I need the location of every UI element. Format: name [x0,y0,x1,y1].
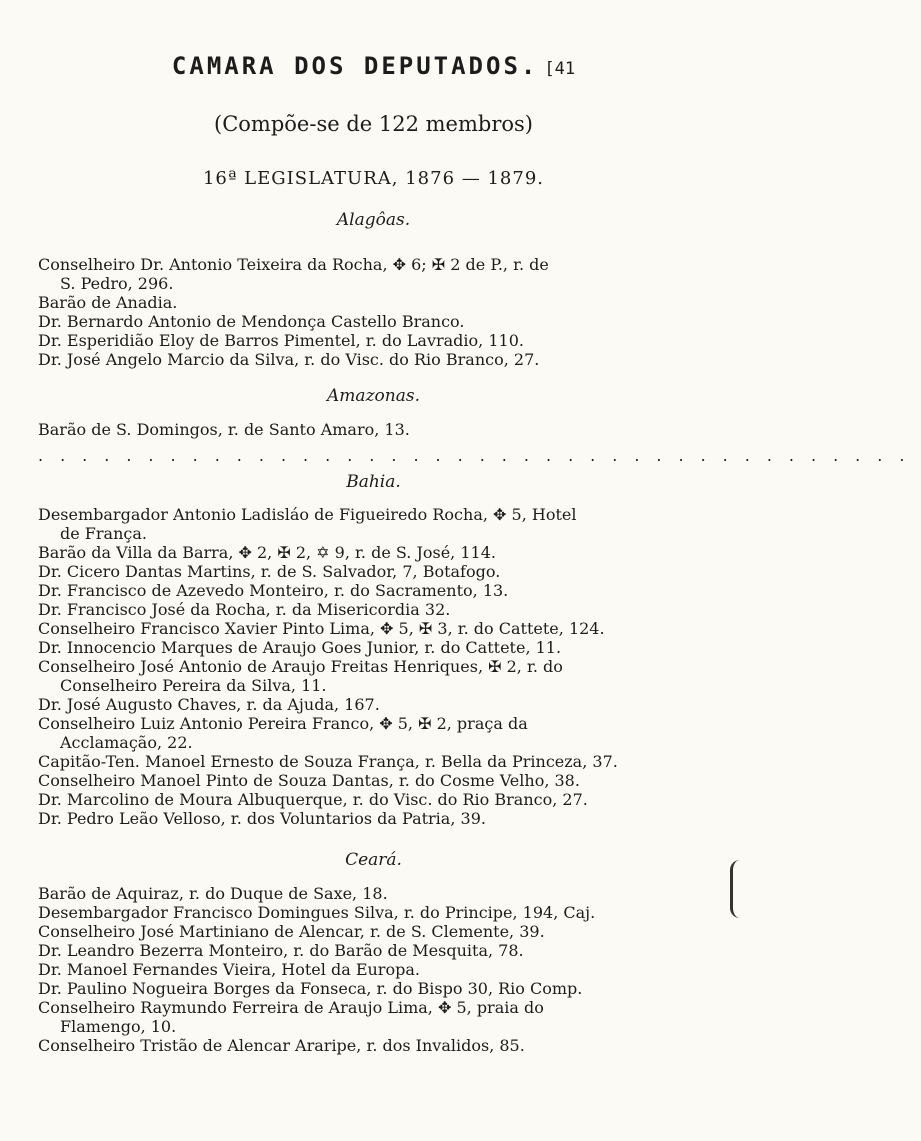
state-heading-alagoas: Alagôas. [336,210,411,230]
list-item: Conselheiro José Martiniano de Alencar, r. de S. Clemente, 39. [38,922,545,941]
list-item: Dr. Pedro Leão Velloso, r. dos Voluntarios da Patria, 39. [38,809,486,828]
margin-bracket-mark [730,860,747,918]
list-item: Dr. Leandro Bezerra Monteiro, r. do Barão de Mesquita, 78. [38,941,524,960]
entries-amazonas [38,420,680,439]
list-item: Dr. Francisco José da Rocha, r. da Misericordia 32. [38,600,451,619]
list-item: Barão de S. Domingos, r. de Santo Amaro, 13. [38,420,410,439]
list-item: Conselheiro José Antonio de Araujo Freitas Henriques, ✠ 2, r. do Conselheiro Pereira da Silva, 11. [38,657,563,695]
list-item: Dr. Marcolino de Moura Albuquerque, r. do Visc. do Rio Branco, 27. [38,790,588,809]
list-item: Barão da Villa da Barra, ✥ 2, ✠ 2, ✡ 9, r. de S. José, 114. [38,543,496,562]
entries-ceara [38,884,680,1055]
list-item: Dr. Paulino Nogueira Borges da Fonseca, r. do Bispo 30, Rio Comp. [38,979,583,998]
list-item: Barão de Aquiraz, r. do Duque de Saxe, 18. [38,884,388,903]
title-text: CAMARA DOS DEPUTADOS. [171,52,539,80]
list-item: Dr. Innocencio Marques de Araujo Goes Junior, r. do Cattete, 11. [38,638,562,657]
list-item: Capitão-Ten. Manoel Ernesto de Souza França, r. Bella da Princeza, 37. [38,752,618,771]
list-item: Conselheiro Francisco Xavier Pinto Lima, ✥ 5, ✠ 3, r. do Cattete, 124. [38,619,605,638]
list-item: Desembargador Antonio Ladisláo de Figueiredo Rocha, ✥ 5, Hotel de França. [38,505,577,543]
list-item: Conselheiro Dr. Antonio Teixeira da Rocha, ✥ 6; ✠ 2 de P., r. de S. Pedro, 296. [38,255,549,293]
list-item: Dr. Francisco de Azevedo Monteiro, r. do Sacramento, 13. [38,581,509,600]
list-item: Dr. Cicero Dantas Martins, r. de S. Salvador, 7, Botafogo. [38,562,501,581]
separator-dots: ........................................ [38,446,921,465]
list-item: Barão de Anadia. [38,293,178,312]
page-reference: [41 [544,59,576,79]
list-item: Dr. Esperidião Eloy de Barros Pimentel, r. do Lavradio, 110. [38,331,524,350]
list-item: Desembargador Francisco Domingues Silva, r. do Principe, 194, Caj. [38,903,596,922]
state-heading-bahia: Bahia. [346,472,401,492]
list-item: Conselheiro Manoel Pinto de Souza Dantas, r. do Cosme Velho, 38. [38,771,580,790]
state-heading-amazonas: Amazonas. [327,386,420,406]
list-item: Dr. Bernardo Antonio de Mendonça Castello Branco. [38,312,465,331]
entries-bahia [38,505,680,828]
list-item: Conselheiro Tristão de Alencar Araripe, r. dos Invalidos, 85. [38,1036,525,1055]
list-item: Dr. Manoel Fernandes Vieira, Hotel da Europa. [38,960,420,979]
list-item: Dr. José Angelo Marcio da Silva, r. do Visc. do Rio Branco, 27. [38,350,540,369]
state-heading-ceara: Ceará. [345,850,402,870]
member-count: (Compõe-se de 122 membros) [214,112,533,136]
entries-alagoas [38,255,680,369]
list-item: Dr. José Augusto Chaves, r. da Ajuda, 167. [38,695,380,714]
page-title [0,52,747,80]
list-item: Conselheiro Luiz Antonio Pereira Franco, ✥ 5, ✠ 2, praça da Acclamação, 22. [38,714,528,752]
list-item: Conselheiro Raymundo Ferreira de Araujo Lima, ✥ 5, praia do Flamengo, 10. [38,998,544,1036]
legislature-heading: 16ª LEGISLATURA, 1876 — 1879. [202,168,544,189]
